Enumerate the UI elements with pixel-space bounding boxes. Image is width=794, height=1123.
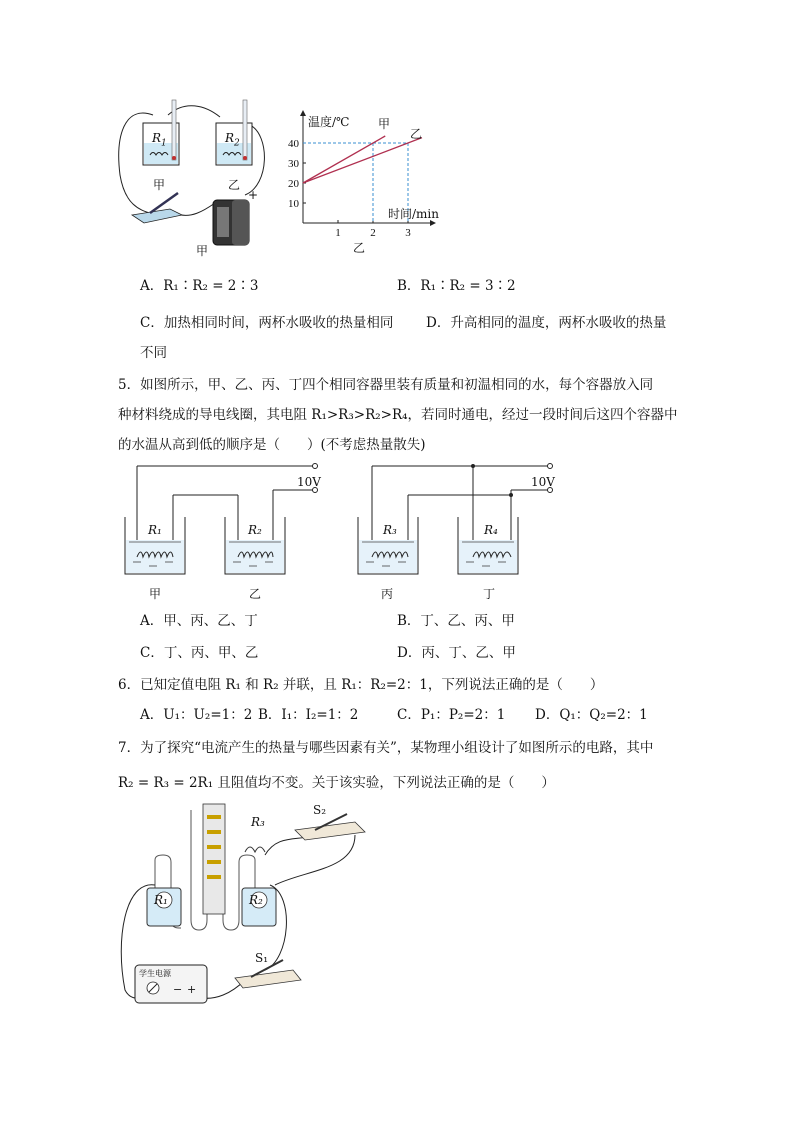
- r1-label: $R_1$: [152, 131, 167, 149]
- q5-option-a[interactable]: A．甲、丙、乙、丁: [140, 613, 258, 629]
- q5-r2-label: R₂: [248, 523, 262, 537]
- y-tick-label: 30: [288, 158, 299, 170]
- power-supply-label: 学生电源: [139, 969, 171, 978]
- q5-option-d[interactable]: D．丙、丁、乙、甲: [397, 645, 516, 661]
- x-tick-label: 2: [370, 227, 376, 239]
- q4-circuit-figure: [110, 95, 280, 265]
- voltage-label-right: 10V: [531, 475, 555, 489]
- q5-stem-line1: 5．如图所示，甲、乙、丙、丁四个相同容器里装有质量和初温相同的水，每个容器放入同: [118, 377, 654, 393]
- q5-caption-1: 甲: [149, 587, 162, 601]
- chart-y-label: 温度/℃: [308, 115, 350, 129]
- fig-right-caption: 乙: [353, 241, 366, 255]
- q4-option-d-continued: 不同: [140, 345, 167, 361]
- q6-option-d[interactable]: D．Q₁：Q₂=2：1: [535, 707, 648, 723]
- series-line-b: [303, 138, 422, 183]
- q5-r1-label: R₁: [148, 523, 162, 537]
- q4-option-b[interactable]: B．R₁∶R₂ = 3∶2: [397, 278, 516, 294]
- q4-option-d[interactable]: D．升高相同的温度，两杯水吸收的热量: [426, 315, 667, 331]
- q6-stem: 6．已知定值电阻 R₁ 和 R₂ 并联，且 R₁：R₂=2：1，下列说法正确的是（ ）: [118, 677, 604, 693]
- q5-caption-4: 丁: [483, 587, 496, 601]
- cup-a-label: 甲: [153, 178, 166, 192]
- fig-left-caption: 甲: [196, 244, 209, 258]
- q5-circuit-figure: [115, 462, 565, 607]
- q7-s2-label: S₂: [313, 803, 327, 817]
- q5-stem-line2: 种材料绕成的导电线圈，其电阻 R₁>R₃>R₂>R₄，若同时通电，经过一段时间后这四个容器中: [118, 407, 678, 423]
- q7-s1-label: S₁: [255, 951, 269, 965]
- battery-plus: +: [248, 188, 259, 202]
- chart-x-label: 时间/min: [388, 207, 439, 221]
- q7-r3-label: R₃: [251, 815, 265, 829]
- r2-label: $R_2$: [225, 131, 240, 149]
- q4-option-c[interactable]: C．加热相同时间，两杯水吸收的热量相同: [140, 315, 394, 331]
- y-tick-label: 40: [288, 138, 299, 150]
- q4-option-a[interactable]: A．R₁∶R₂ = 2∶3: [140, 278, 259, 294]
- q6-option-a[interactable]: A．U₁：U₂=1：2: [140, 707, 253, 723]
- q6-option-c[interactable]: C．P₁：P₂=2：1: [397, 707, 506, 723]
- x-tick-label: 1: [335, 227, 341, 239]
- q5-stem-line3: 的水温从高到低的顺序是（ ）(不考虑热量散失): [118, 437, 426, 453]
- q5-r3-label: R₃: [383, 523, 397, 537]
- q5-option-c[interactable]: C．丁、丙、甲、乙: [140, 645, 259, 661]
- q5-option-b[interactable]: B．丁、乙、丙、甲: [397, 613, 515, 629]
- power-plus: +: [187, 983, 197, 996]
- q5-r4-label: R₄: [484, 523, 498, 537]
- q4-temperature-chart: [280, 108, 480, 258]
- cup-b-label: 乙: [228, 178, 241, 192]
- q7-stem-line2: R₂ = R₃ = 2R₁ 且阻值均不变。关于该实验，下列说法正确的是（ ）: [118, 775, 555, 791]
- q7-experiment-figure: [115, 800, 375, 1010]
- q5-caption-3: 丙: [381, 587, 394, 601]
- q7-stem-line1: 7．为了探究“电流产生的热量与哪些因素有关”，某物理小组设计了如图所示的电路，其中: [118, 740, 654, 756]
- y-tick-label: 10: [288, 198, 299, 210]
- voltage-label-left: 10V: [297, 475, 321, 489]
- x-tick-label: 3: [405, 227, 411, 239]
- series-a-label: 甲: [378, 117, 391, 131]
- q7-r2-label: R₂: [249, 893, 263, 907]
- power-minus: −: [173, 983, 183, 996]
- y-tick-label: 20: [288, 178, 299, 190]
- q7-r1-label: R₁: [154, 893, 168, 907]
- series-b-label: 乙: [410, 127, 423, 141]
- q6-option-b[interactable]: B．I₁：I₂=1：2: [258, 707, 359, 723]
- q5-caption-2: 乙: [249, 587, 262, 601]
